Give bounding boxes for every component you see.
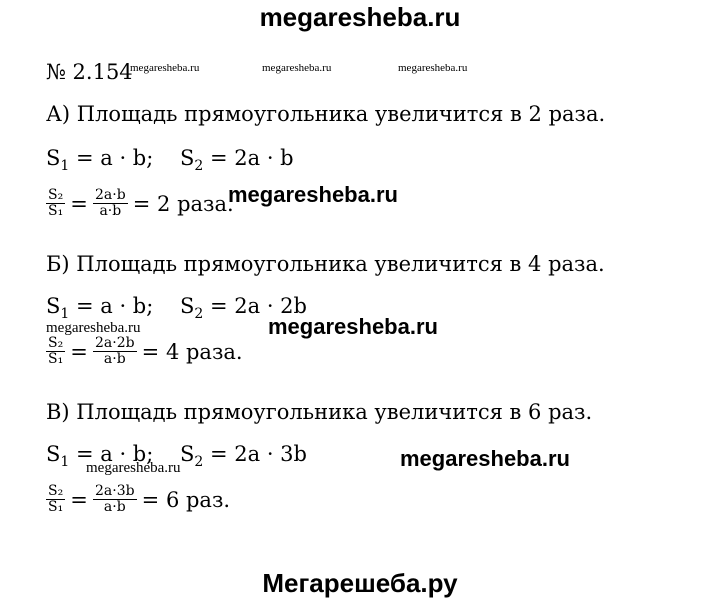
watermark: megaresheba.ru	[398, 62, 468, 74]
watermark: megaresheba.ru	[262, 62, 332, 74]
watermark: megaresheba.ru	[86, 460, 181, 476]
watermark: megaresheba.ru	[228, 182, 398, 207]
section-b-s1: $S_1 = a \cdot b$;	[46, 294, 154, 323]
section-a-s1	[46, 146, 153, 174]
result: = 6 раз.	[141, 487, 231, 512]
section-b-ratio: $\frac{\text{S₂}}{\text{S₁}}$ = $\frac{2a\cdot 2b}{a\cdot b}$ = 4 раза.	[48, 335, 243, 368]
site-footer: Мегарешеба.ру	[262, 568, 458, 598]
s2-rest: = 2a · b	[203, 146, 294, 170]
s2-sub: 2	[194, 158, 204, 175]
watermark: megaresheba.ru	[400, 446, 570, 471]
section-c-s1: $S_1 = a \cdot b$;	[46, 442, 154, 471]
watermark: megaresheba.ru	[268, 314, 438, 339]
watermark: megaresheba.ru	[46, 320, 141, 336]
section-c-title: В) Площадь прямоугольника увеличится в 6 раз.	[46, 400, 593, 424]
s1-label: S	[46, 146, 61, 170]
result: = 4 раза.	[141, 339, 243, 364]
section-a-ratio: $\frac{\text{S₂}}{\text{S₁}}$ = $\frac{2a\cdot b}{a\cdot b}$ = 2 раза.	[48, 187, 234, 220]
fraction-left: $\frac{\text{S₂}}{\text{S₁}}$	[48, 483, 64, 516]
section-c-s2: $S_2 = 2a \cdot 3b$	[180, 442, 307, 471]
result: = 2 раза.	[132, 191, 234, 216]
section-c-ratio: $\frac{\text{S₂}}{\text{S₁}}$ = $\frac{2a\cdot 3b}{a\cdot b}$ = 6 раз.	[48, 483, 231, 516]
site-header: megaresheba.ru	[259, 2, 461, 32]
section-b-title: Б) Площадь прямоугольника увеличится в 4 раза.	[46, 252, 605, 276]
section-a-s2	[180, 146, 294, 174]
fraction-left: $\frac{\text{S₂}}{\text{S₁}}$	[48, 335, 64, 368]
fraction-right: $\frac{2a\cdot b}{a\cdot b}$	[95, 187, 126, 220]
problem-number: № 2.154	[46, 60, 133, 84]
fraction-right: $\frac{2a\cdot 2b}{a\cdot b}$	[95, 335, 135, 368]
s1-sub: 1	[60, 158, 70, 175]
fraction-right: $\frac{2a\cdot 3b}{a\cdot b}$	[95, 483, 135, 516]
fraction-left: $\frac{\text{S₂}}{\text{S₁}}$	[48, 187, 64, 220]
s1-rest: = a · b;	[69, 146, 154, 170]
s2-label: S	[180, 146, 195, 170]
watermark: megaresheba.ru	[130, 62, 200, 74]
section-a-title: А) Площадь прямоугольника увеличится в 2 раза.	[46, 102, 606, 126]
section-b-s2: $S_2 = 2a \cdot 2b$	[180, 294, 307, 323]
